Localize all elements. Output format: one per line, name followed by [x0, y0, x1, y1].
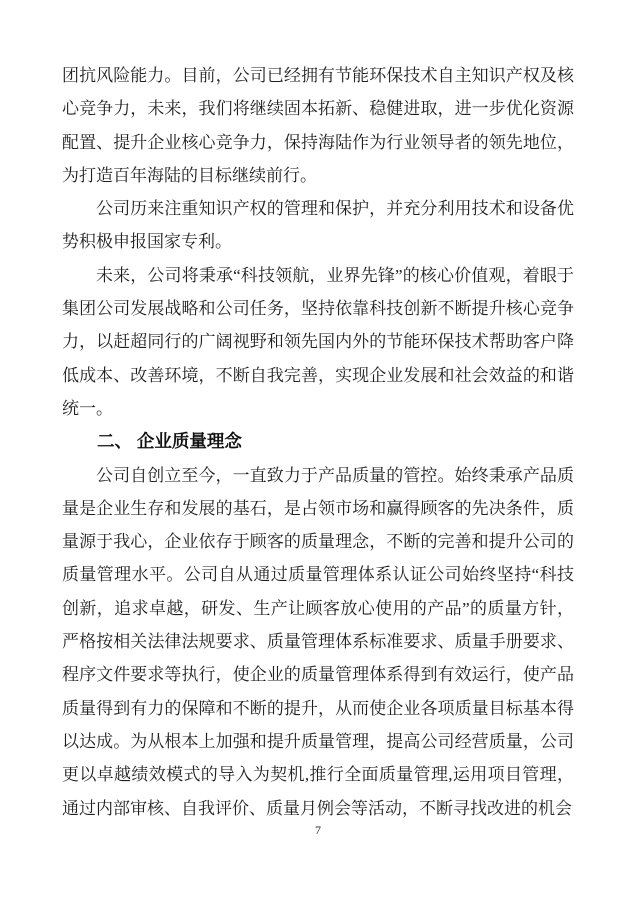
paragraph-core-values: 未来，公司将秉承“科技领航，业界先锋”的核心价值观，着眼于集团公司发展战略和公司任务，坚持依靠科技创新不断提升核心竞争力，以赶超同行的广阔视野和领先国内外的节能环保技术帮助客户降低成本、改善环境，不断自我完善，实现企业发展和社会效益的和谐统一。: [62, 265, 574, 418]
paragraph-risk-resilience: 团抗风险能力。目前，公司已经拥有节能环保技术自主知识产权及核心竞争力，未来，我们将继续固本拓新、稳健进取，进一步优化资源配置、提升企业核心竞争力，保持海陆作为行业领导者的领先地位，为打造百年海陆的目标继续前行。: [62, 66, 574, 185]
paragraph-quality-management: 公司自创立至今，一直致力于产品质量的管控。始终秉承产品质量是企业生存和发展的基石，是占领市场和赢得顾客的先决条件，质量源于我心，企业依存于顾客的质量理念，不断的完善和提升公司的质量管理水平。公司自从通过质量管理体系认证公司始终坚持“科技创新，追求卓越，研发、生产让顾客放心使用的产品”的质量方针，严格按相关法律法规要求、质量管理体系标准要求、质量手册要求、程序文件要求等执行，使企业的质量管理体系得到有效运行，使产品质量得到有力的保障和不断的提升，从而使企业各项质量目标基本得以达成。为从根本上加强和提升质量管理，提高公司经营质量，公司更以卓越绩效模式的导入为契机,推行全面质量管理,运用项目管理，通过内部审核、自我评价、质量月例会等活动，不断寻找改进的机会: [62, 465, 574, 818]
page-number: 7: [315, 823, 321, 837]
section-heading-quality-philosophy: 二、 企业质量理念: [97, 431, 242, 452]
document-body: [62, 59, 574, 825]
paragraph-ip-protection: 公司历来注重知识产权的管理和保护，并充分利用技术和设备优势积极申报国家专利。: [62, 199, 574, 252]
